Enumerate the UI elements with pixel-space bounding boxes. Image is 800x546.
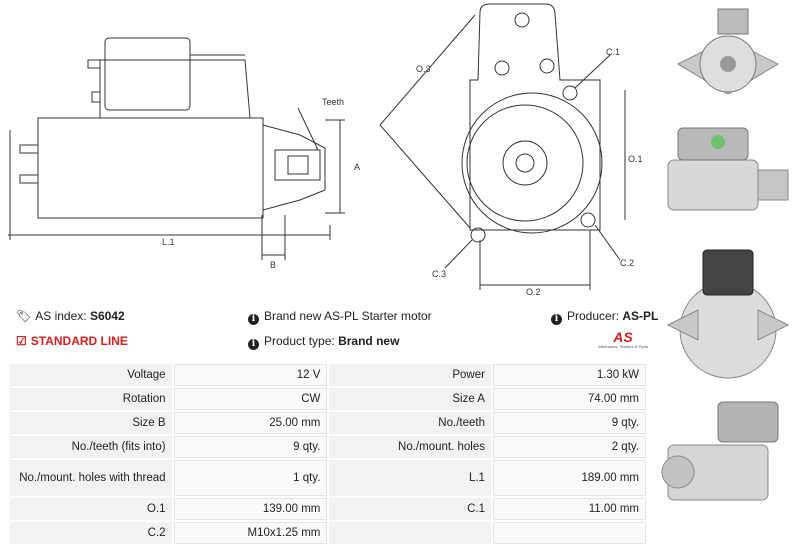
info-icon: i [248, 314, 259, 325]
table-row [10, 522, 646, 544]
label-o3: O.3 [416, 64, 431, 74]
info-icon: i [248, 339, 259, 350]
product-type [248, 334, 399, 350]
spec-value: 25.00 mm [174, 412, 328, 434]
product-type-label: Product type: [264, 334, 335, 348]
spec-label: No./mount. holes with thread [10, 460, 172, 496]
spec-value: 1.30 kW [493, 364, 646, 386]
spec-label: No./teeth (fits into) [10, 436, 172, 458]
product-photo-front [658, 4, 798, 116]
spec-label: No./teeth [329, 412, 491, 434]
spec-label: C.2 [10, 522, 172, 544]
spec-table [8, 362, 648, 546]
as-index-label: AS index: [35, 309, 87, 323]
spec-label: C.1 [329, 498, 491, 520]
label-o1: O.1 [628, 154, 643, 164]
as-logo [598, 330, 648, 349]
spec-value [493, 522, 646, 544]
table-row [10, 498, 646, 520]
spec-value: CW [174, 388, 328, 410]
spec-label: Power [329, 364, 491, 386]
producer [551, 309, 658, 325]
spec-value: 139.00 mm [174, 498, 328, 520]
product-type-value: Brand new [338, 334, 400, 348]
spec-value: 189.00 mm [493, 460, 646, 496]
spec-label: No./mount. holes [329, 436, 491, 458]
label-c3: C.3 [432, 269, 447, 279]
producer-value: AS-PL [622, 309, 659, 323]
label-a: A [354, 162, 361, 172]
spec-value: 9 qty. [174, 436, 328, 458]
standard-line-label: STANDARD LINE [30, 334, 128, 348]
table-row [10, 364, 646, 386]
spec-label: Size B [10, 412, 172, 434]
spec-label: O.1 [10, 498, 172, 520]
product-photo-angled [658, 390, 798, 540]
label-teeth: Teeth [322, 97, 345, 107]
as-index-value: S6042 [89, 309, 125, 323]
table-row [10, 460, 646, 496]
technical-drawing [0, 0, 660, 300]
spec-label: Size A [329, 388, 491, 410]
label-o2: O.2 [526, 287, 541, 297]
label-c2: C.2 [620, 258, 635, 268]
brand-text-row [248, 309, 432, 325]
table-row [10, 436, 646, 458]
label-l1: L.1 [162, 237, 175, 247]
standard-line [16, 334, 128, 348]
product-photo-rear [658, 230, 798, 385]
tag-icon: 🏷︎ [16, 309, 32, 323]
label-c1: C.1 [606, 47, 621, 57]
as-index [16, 309, 125, 323]
label-b: B [270, 260, 277, 270]
product-photo-side [658, 120, 798, 225]
spec-value: 74.00 mm [493, 388, 646, 410]
solenoid [105, 38, 190, 110]
spec-value: 1 qty. [174, 460, 328, 496]
as-logo-tagline: Alternators, Starters & Parts [598, 344, 648, 349]
spec-value: 2 qty. [493, 436, 646, 458]
spec-label: Rotation [10, 388, 172, 410]
spec-label: Voltage [10, 364, 172, 386]
brand-text: Brand new AS-PL Starter motor [264, 309, 432, 323]
spec-value: 11.00 mm [493, 498, 646, 520]
spec-value: M10x1.25 mm [174, 522, 328, 544]
spec-label [329, 522, 491, 544]
spec-label: L.1 [329, 460, 491, 496]
spec-value: 9 qty. [493, 412, 646, 434]
spec-value: 12 V [174, 364, 328, 386]
table-row [10, 412, 646, 434]
info-icon: i [551, 314, 562, 325]
checkbox-icon: ☑ [16, 334, 27, 348]
table-row [10, 388, 646, 410]
producer-label: Producer: [567, 309, 620, 323]
as-logo-mark: AS [613, 329, 633, 345]
motor-body [38, 118, 263, 218]
